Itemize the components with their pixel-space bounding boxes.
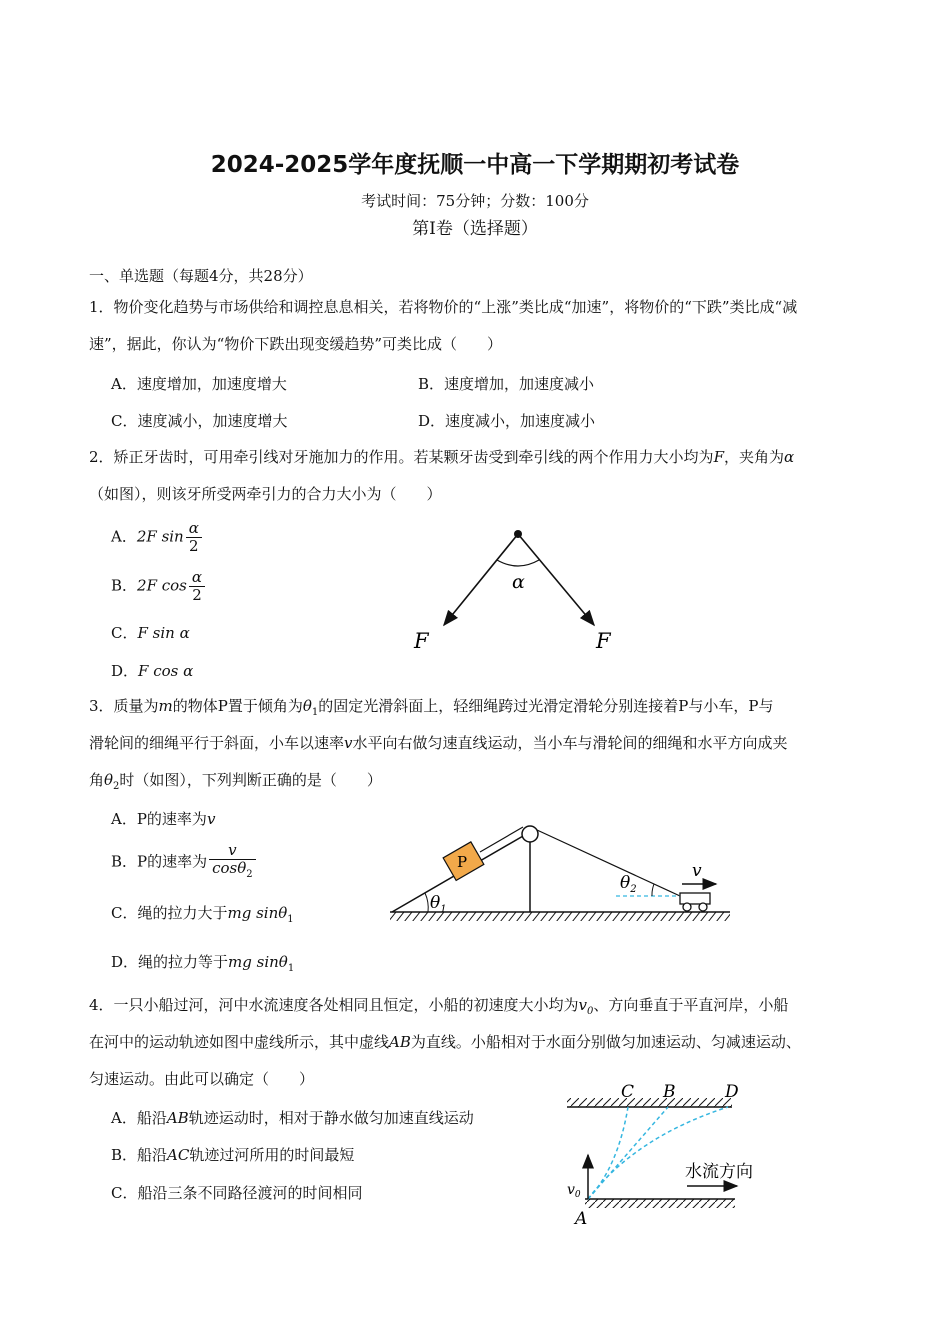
- q3-line2: [89, 733, 788, 753]
- q3-line1-post: 的固定光滑斜面上，轻细绳跨过光滑定滑轮分别连接着P与小车，P与: [318, 697, 774, 715]
- q2-option-c: [111, 622, 190, 643]
- angle-arc: [497, 560, 539, 566]
- q2-line2: （如图），则该牙所受两牵引力的合力大小为（ ）: [89, 485, 442, 503]
- fig-v0-symbol: v: [567, 1182, 575, 1198]
- fig-v-label: v: [692, 861, 702, 881]
- q3-option-c-expr: mg sinθ: [227, 904, 288, 922]
- q4-option-a-pre: A．船沿: [111, 1109, 167, 1127]
- fraction-denominator: 2: [189, 537, 199, 555]
- q3-line3-post: 时（如图），下列判断正确的是（ ）: [119, 771, 382, 789]
- q2-var-alpha: α: [784, 448, 795, 466]
- fraction-numerator: v: [209, 842, 256, 860]
- q4-line1-pre: 4．一只小船过河，河中水流速度各处相同且恒定，小船的初速度大小均为: [89, 996, 579, 1014]
- q4-option-a: [111, 1107, 474, 1128]
- fraction-denominator-sub: 2: [246, 869, 253, 880]
- fig-theta2-sub: 2: [630, 884, 637, 895]
- q3-option-d: [111, 951, 294, 974]
- q4-option-b-var: AC: [167, 1146, 190, 1164]
- fig-v0-label: [567, 1182, 581, 1200]
- q2-line1-text: 2．矫正牙齿时，可用牵引线对牙施加力的作用。若某颗牙齿受到牵引线的两个作用力大小均为: [89, 448, 714, 466]
- q3-option-b-fraction: [209, 842, 256, 883]
- q4-option-a-var: AB: [166, 1109, 189, 1127]
- q3-option-c: [111, 902, 294, 925]
- q1-option-d: D．速度减小，加速度减小: [418, 412, 596, 430]
- q2-option-b: [111, 569, 205, 604]
- q1-line1: 1．物价变化趋势与市场供给和调控息息相关，若将物价的“上涨”类比成“加速”，将物价的“下跌”类比成“减: [89, 298, 798, 316]
- q3-option-a: [111, 808, 215, 829]
- q4-option-c: C．船沿三条不同路径渡河的时间相同: [111, 1184, 363, 1202]
- fraction-denominator: [209, 860, 256, 883]
- q3-var-m: m: [158, 697, 173, 715]
- q1-option-b: B．速度增加，加速度减小: [418, 375, 595, 393]
- q3-theta1: θ: [302, 697, 312, 715]
- q4-option-b-pre: B．船沿: [111, 1146, 168, 1164]
- q4-line1: [89, 995, 788, 1022]
- q2-option-d: [111, 660, 193, 681]
- q3-option-a-var: v: [206, 810, 216, 828]
- exam-title: 2024-2025学年度抚顺一中高一下学期期初考试卷: [210, 152, 740, 178]
- fig-d-label: D: [725, 1082, 739, 1102]
- trajectory-ab: [588, 1107, 668, 1199]
- q1-option-c: C．速度减小，加速度增大: [111, 412, 288, 430]
- q3-option-b-text: B．P的速率为: [111, 852, 208, 871]
- q3-option-c-sub: 1: [287, 914, 294, 925]
- fig-c-label: C: [621, 1082, 635, 1102]
- q2-option-b-expr: 2F cos: [137, 576, 187, 595]
- fig-theta1-symbol: θ: [430, 893, 441, 913]
- q2-option-d-label: D．: [111, 662, 139, 680]
- q3-line2-post: 水平向右做匀速直线运动，当小车与滑轮间的细绳和水平方向成夹: [352, 734, 788, 752]
- trajectory-ad: [588, 1107, 728, 1199]
- near-bank-hatch: [585, 1199, 735, 1208]
- q4-var-v0: v: [578, 996, 588, 1014]
- fig-alpha-label: α: [512, 571, 525, 593]
- q4-line2: [89, 1032, 801, 1052]
- fig-a-label: A: [575, 1209, 588, 1229]
- fig-flow-label: 水流方向: [685, 1162, 753, 1182]
- q2-line1: [89, 447, 794, 467]
- fraction-denominator-expr: cosθ: [212, 859, 247, 877]
- q3-theta2: θ: [104, 771, 114, 789]
- q3-line2-pre: 滑轮间的细绳平行于斜面，小车以速率: [89, 734, 345, 752]
- rope-to-cart: [537, 830, 680, 896]
- fig-f-left-label: F: [414, 629, 429, 653]
- q4-option-b: [111, 1144, 354, 1165]
- q3-option-d-expr: mg sinθ: [228, 953, 288, 971]
- q1-line2: 速”，据此，你认为“物价下跌出现变缓趋势”可类比成（ ）: [89, 335, 503, 353]
- volume-label: 第Ⅰ卷（选择题）: [412, 219, 538, 239]
- q3-line1-pre: 3．质量为: [89, 697, 159, 715]
- q4-line2-post: 为直线。小船相对于水面分别做匀加速运动、匀减速运动、: [410, 1033, 801, 1051]
- q2-line1-mid: ，夹角为: [723, 448, 784, 466]
- q3-option-a-text: A．P的速率为: [111, 810, 207, 828]
- fraction-numerator: α: [189, 569, 205, 587]
- fig-theta2: [620, 873, 637, 895]
- q4-option-b-post: 轨迹过河所用的时间最短: [189, 1146, 355, 1164]
- q2-option-a-label: A．: [111, 527, 137, 546]
- cart-body: [680, 893, 710, 904]
- q3-incline-figure: [380, 812, 740, 927]
- exam-info: 考试时间：75分钟；分数：100分: [361, 192, 589, 210]
- force-arrow-right: [518, 534, 594, 625]
- fig-theta1: [430, 893, 447, 915]
- fraction-numerator: α: [186, 520, 202, 538]
- fig-b-label: B: [663, 1082, 676, 1102]
- q2-option-c-expr: F sin α: [137, 624, 190, 642]
- q3-theta1-sub: 1: [311, 707, 319, 718]
- q3-theta2-sub: 2: [113, 781, 120, 792]
- far-bank-hatch: [567, 1098, 732, 1107]
- q2-option-c-label: C．: [111, 624, 138, 642]
- q4-line3: 匀速运动。由此可以确定（ ）: [89, 1070, 315, 1088]
- pulley: [522, 826, 538, 842]
- q2-option-a-fraction: [186, 520, 202, 555]
- fig-f-right-label: F: [596, 629, 611, 653]
- cart-wheel-left: [683, 903, 691, 911]
- q3-line3: [89, 770, 382, 797]
- q2-option-a-expr: 2F sin: [136, 527, 184, 546]
- fig-theta1-sub: 1: [440, 904, 447, 915]
- cart-wheel-right: [699, 903, 707, 911]
- q4-river-figure: [555, 1082, 780, 1232]
- q3-option-c-text: C．绳的拉力大于: [111, 904, 228, 922]
- q2-force-figure: [400, 520, 630, 660]
- fig-theta2-symbol: θ: [620, 873, 631, 893]
- q2-option-b-label: B．: [111, 576, 138, 595]
- q4-option-a-post: 轨迹运动时，相对于静水做匀加速直线运动: [188, 1109, 474, 1127]
- theta2-arc: [652, 884, 654, 896]
- q2-option-d-expr: F cos α: [138, 662, 194, 680]
- q3-line1: [89, 696, 773, 723]
- q3-option-b: [111, 842, 256, 883]
- fraction-denominator: 2: [192, 586, 202, 604]
- q4-var-v0-sub: 0: [587, 1006, 594, 1017]
- q2-var-f: F: [713, 448, 724, 466]
- fig-v0-sub: 0: [574, 1190, 581, 1200]
- q3-line3-pre: 角: [89, 771, 105, 789]
- q4-line2-pre: 在河中的运动轨迹如图中虚线所示，其中虚线: [89, 1033, 390, 1051]
- q4-line1-post: 、方向垂直于平直河岸，小船: [593, 996, 789, 1014]
- q3-var-v: v: [344, 734, 353, 752]
- force-arrow-left: [444, 534, 518, 625]
- q1-option-a: A．速度增加，加速度增大: [111, 375, 287, 393]
- q2-option-a: [111, 520, 202, 555]
- q3-option-d-text: D．绳的拉力等于: [111, 953, 229, 971]
- q3-option-d-sub: 1: [287, 963, 295, 974]
- section-heading: 一、单选题（每题4分，共28分）: [89, 267, 313, 285]
- trajectory-ac: [588, 1107, 628, 1199]
- theta1-arc: [425, 893, 428, 912]
- q3-line1-mid: 的物体P置于倾角为: [172, 697, 303, 715]
- q4-var-ab: AB: [389, 1033, 411, 1051]
- q2-option-b-fraction: [189, 569, 205, 604]
- block-p-label: P: [457, 853, 468, 871]
